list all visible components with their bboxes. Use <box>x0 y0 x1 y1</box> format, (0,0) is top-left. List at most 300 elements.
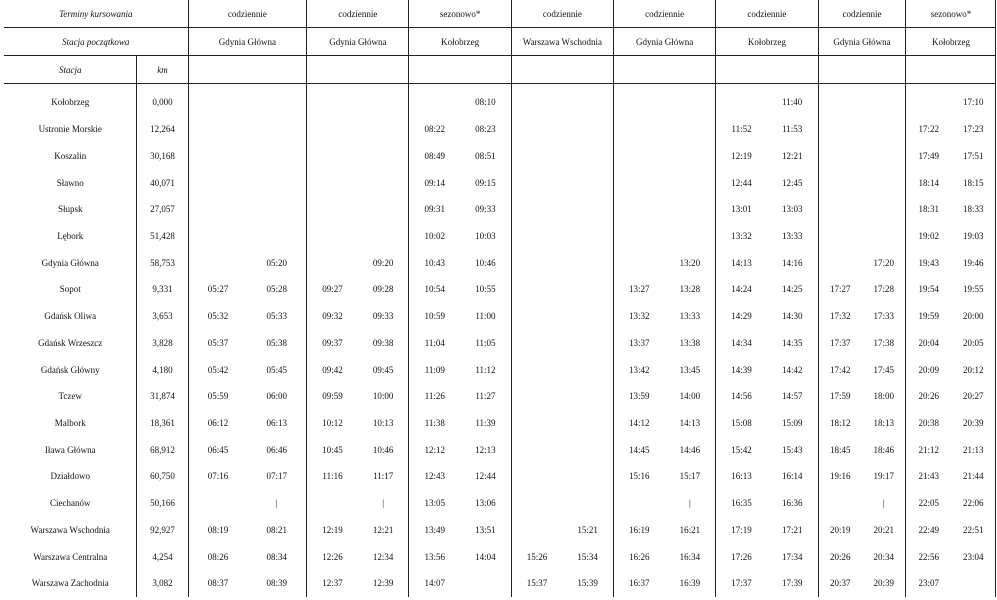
departure-time: 23:04 <box>951 543 996 570</box>
header-row-columns <box>4 56 996 84</box>
station-name: Warszawa Centralna <box>4 543 137 570</box>
arrival-time <box>613 249 664 276</box>
arrival-time: 13:56 <box>424 551 446 562</box>
table-row <box>4 436 996 463</box>
station-km: 18,361 <box>137 410 188 437</box>
arrival-time <box>511 142 562 169</box>
arrival-time: 09:27 <box>322 284 343 295</box>
departure-time: 17:23 <box>951 116 996 143</box>
departure-time: 19:55 <box>951 276 996 303</box>
arrival-time: 17:42 <box>829 364 851 375</box>
arrival-time <box>409 89 460 116</box>
departure-time <box>358 223 409 250</box>
departure-time: 08:10 <box>460 89 511 116</box>
arrival-time: 12:43 <box>424 471 446 482</box>
table-row <box>4 249 996 276</box>
departure-time <box>665 196 716 223</box>
departure-time <box>562 116 613 143</box>
table-row <box>4 116 996 143</box>
station-km: 3,828 <box>137 329 188 356</box>
arrival-time <box>188 490 247 517</box>
header-row-frequency <box>4 0 996 28</box>
departure-time: 09:33 <box>358 303 409 330</box>
arrival-time <box>818 223 862 250</box>
departure-time: 10:03 <box>460 223 511 250</box>
arrival-time: 20:26 <box>829 551 851 562</box>
train-origin: Kołobrzeg <box>906 28 996 56</box>
arrival-time: 05:27 <box>207 284 229 295</box>
departure-time: 20:39 <box>862 570 906 597</box>
train-frequency: codziennie <box>613 0 715 28</box>
arrival-time: 17:32 <box>829 311 851 322</box>
departure-time <box>460 570 511 597</box>
departure-time: 05:20 <box>247 249 306 276</box>
departure-time <box>562 276 613 303</box>
arrival-time: 12:12 <box>424 444 446 455</box>
train-frequency: codziennie <box>511 0 613 28</box>
departure-time <box>665 116 716 143</box>
column-blank <box>188 56 307 84</box>
departure-time: 09:15 <box>460 169 511 196</box>
arrival-time: 17:19 <box>731 524 752 535</box>
departure-time: 19:46 <box>951 249 996 276</box>
departure-time: 13:38 <box>665 329 716 356</box>
departure-time: 20:27 <box>951 383 996 410</box>
arrival-time: 20:26 <box>918 391 939 402</box>
column-blank <box>906 56 996 84</box>
departure-time: 16:34 <box>665 543 716 570</box>
arrival-time: 10:54 <box>424 284 446 295</box>
departure-time <box>358 116 409 143</box>
arrival-time <box>188 169 247 196</box>
arrival-time: 10:59 <box>424 311 446 322</box>
arrival-time: 14:12 <box>629 417 650 428</box>
station-name: Tczew <box>4 383 137 410</box>
departure-time <box>562 410 613 437</box>
departure-time <box>862 116 906 143</box>
train-frequency: codziennie <box>818 0 906 28</box>
departure-time <box>358 142 409 169</box>
station-km: 68,912 <box>137 436 188 463</box>
arrival-time <box>307 142 358 169</box>
arrival-time: 22:49 <box>918 524 939 535</box>
departure-time: 17:45 <box>862 356 906 383</box>
station-km: 4,254 <box>137 543 188 570</box>
arrival-time: 08:22 <box>424 124 446 135</box>
departure-time: 18:33 <box>951 196 996 223</box>
train-frequency: sezonowo* <box>409 0 511 28</box>
arrival-time: 14:07 <box>424 578 446 589</box>
departure-time: 08:34 <box>247 543 306 570</box>
arrival-time: 11:16 <box>322 471 343 482</box>
arrival-time: 09:59 <box>322 391 343 402</box>
station-name: Malbork <box>4 410 137 437</box>
departure-time: 12:34 <box>358 543 409 570</box>
departure-time: 14:25 <box>767 276 818 303</box>
arrival-time <box>511 276 562 303</box>
arrival-time: 09:37 <box>322 337 343 348</box>
departure-time: 20:21 <box>862 517 906 544</box>
station-name: Gdańsk Główny <box>4 356 137 383</box>
departure-time: 21:13 <box>951 436 996 463</box>
arrival-time <box>613 223 664 250</box>
departure-time: 09:28 <box>358 276 409 303</box>
departure-time: 12:44 <box>460 463 511 490</box>
arrival-time: 20:37 <box>829 578 851 589</box>
departure-time <box>247 196 306 223</box>
arrival-time: 20:04 <box>918 337 939 348</box>
table-row <box>4 303 996 330</box>
departure-time: 17:39 <box>767 570 818 597</box>
departure-time: 08:51 <box>460 142 511 169</box>
arrival-time: 09:14 <box>424 177 446 188</box>
arrival-time <box>613 196 664 223</box>
departure-time: 05:38 <box>247 329 306 356</box>
arrival-time: 09:32 <box>322 311 343 322</box>
departure-time <box>665 142 716 169</box>
arrival-time: 17:59 <box>829 391 851 402</box>
station-km: 40,071 <box>137 169 188 196</box>
arrival-time: 17:27 <box>829 284 851 295</box>
arrival-time: 16:13 <box>731 471 752 482</box>
arrival-time <box>818 249 862 276</box>
station-name: Sławno <box>4 169 137 196</box>
column-blank <box>613 56 715 84</box>
arrival-time: 19:43 <box>918 257 939 268</box>
arrival-time: 17:49 <box>918 150 939 161</box>
departure-time: 13:20 <box>665 249 716 276</box>
column-km: km <box>137 56 188 84</box>
departure-time: 19:17 <box>862 463 906 490</box>
train-origin: Gdynia Główna <box>613 28 715 56</box>
station-km: 9,331 <box>137 276 188 303</box>
arrival-time: 13:49 <box>424 524 446 535</box>
station-km: 92,927 <box>137 517 188 544</box>
station-km: 50,166 <box>137 490 188 517</box>
arrival-time: 19:54 <box>918 284 939 295</box>
arrival-time: 15:08 <box>731 417 752 428</box>
departure-time: 06:13 <box>247 410 306 437</box>
departure-time: | <box>665 490 716 517</box>
departure-time <box>665 89 716 116</box>
departure-time: 12:13 <box>460 436 511 463</box>
departure-time: 18:00 <box>862 383 906 410</box>
departure-time: 05:28 <box>247 276 306 303</box>
arrival-time <box>307 249 358 276</box>
departure-time <box>562 169 613 196</box>
departure-time: 17:21 <box>767 517 818 544</box>
departure-time <box>951 570 996 597</box>
departure-time: 13:33 <box>665 303 716 330</box>
arrival-time <box>511 169 562 196</box>
station-km: 51,428 <box>137 223 188 250</box>
station-name: Iława Główna <box>4 436 137 463</box>
station-km: 58,753 <box>137 249 188 276</box>
departure-time: 10:13 <box>358 410 409 437</box>
departure-time: 16:39 <box>665 570 716 597</box>
departure-time: 06:00 <box>247 383 306 410</box>
departure-time <box>562 490 613 517</box>
departure-time: 15:34 <box>562 543 613 570</box>
departure-time: 22:51 <box>951 517 996 544</box>
departure-time: 09:38 <box>358 329 409 356</box>
arrival-time: 13:05 <box>424 498 446 509</box>
departure-time <box>247 89 306 116</box>
arrival-time <box>818 116 862 143</box>
departure-time: 15:39 <box>562 570 613 597</box>
departure-time <box>862 89 906 116</box>
arrival-time: 08:26 <box>207 551 229 562</box>
station-km: 27,057 <box>137 196 188 223</box>
departure-time: 08:21 <box>247 517 306 544</box>
departure-time: 15:43 <box>767 436 818 463</box>
arrival-time <box>613 142 664 169</box>
arrival-time: 12:44 <box>731 177 752 188</box>
arrival-time: 13:01 <box>731 204 752 215</box>
departure-time: 14:57 <box>767 383 818 410</box>
arrival-time <box>818 89 862 116</box>
departure-time: 19:03 <box>951 223 996 250</box>
departure-time: 11:05 <box>460 329 511 356</box>
arrival-time <box>906 89 951 116</box>
departure-time: 13:03 <box>767 196 818 223</box>
column-blank <box>818 56 906 84</box>
station-name: Gdynia Główna <box>4 249 137 276</box>
arrival-time: 08:49 <box>424 150 446 161</box>
arrival-time <box>307 223 358 250</box>
arrival-time: 14:34 <box>731 337 752 348</box>
departure-time: 18:13 <box>862 410 906 437</box>
departure-time: 14:35 <box>767 329 818 356</box>
arrival-time: 12:19 <box>322 524 343 535</box>
column-blank <box>307 56 409 84</box>
table-row <box>4 490 996 517</box>
arrival-time: 11:26 <box>424 391 445 402</box>
departure-time: 06:46 <box>247 436 306 463</box>
arrival-time: 20:09 <box>918 364 939 375</box>
departure-time <box>562 329 613 356</box>
arrival-time: 11:04 <box>424 337 445 348</box>
arrival-time: 05:42 <box>207 364 229 375</box>
departure-time: 05:45 <box>247 356 306 383</box>
departure-time <box>562 89 613 116</box>
row-label-frequency: Terminy kursowania <box>4 0 188 28</box>
station-km: 12,264 <box>137 116 188 143</box>
departure-time: 17:28 <box>862 276 906 303</box>
arrival-time <box>188 249 247 276</box>
table-row <box>4 517 996 544</box>
arrival-time <box>613 89 664 116</box>
arrival-time: 13:37 <box>629 337 650 348</box>
arrival-time: 17:37 <box>731 578 752 589</box>
arrival-time: 05:59 <box>207 391 229 402</box>
arrival-time: 14:29 <box>731 311 752 322</box>
table-row <box>4 356 996 383</box>
arrival-time <box>307 196 358 223</box>
arrival-time: 19:16 <box>829 471 851 482</box>
arrival-time: 16:26 <box>629 551 650 562</box>
departure-time: 11:27 <box>460 383 511 410</box>
arrival-time <box>307 490 358 517</box>
arrival-time <box>511 410 562 437</box>
departure-time: 11:39 <box>460 410 511 437</box>
departure-time: 16:14 <box>767 463 818 490</box>
departure-time: 18:46 <box>862 436 906 463</box>
departure-time: 21:44 <box>951 463 996 490</box>
departure-time: 11:17 <box>358 463 409 490</box>
train-frequency: codziennie <box>188 0 307 28</box>
departure-time <box>247 142 306 169</box>
departure-time <box>247 169 306 196</box>
departure-time: 14:16 <box>767 249 818 276</box>
train-origin: Kołobrzeg <box>409 28 511 56</box>
station-name: Koszalin <box>4 142 137 169</box>
departure-time: 15:09 <box>767 410 818 437</box>
departure-time <box>247 116 306 143</box>
arrival-time: 19:59 <box>918 311 939 322</box>
arrival-time <box>613 116 664 143</box>
train-origin: Gdynia Główna <box>818 28 906 56</box>
table-row <box>4 89 996 116</box>
station-name: Kołobrzeg <box>4 89 137 116</box>
arrival-time <box>511 223 562 250</box>
departure-time: 11:00 <box>460 303 511 330</box>
arrival-time <box>716 89 767 116</box>
train-origin: Kołobrzeg <box>716 28 818 56</box>
departure-time: 13:45 <box>665 356 716 383</box>
departure-time: 15:17 <box>665 463 716 490</box>
arrival-time <box>307 169 358 196</box>
departure-time: 14:04 <box>460 543 511 570</box>
departure-time <box>562 196 613 223</box>
departure-time <box>562 223 613 250</box>
table-row <box>4 463 996 490</box>
arrival-time <box>818 196 862 223</box>
station-km: 4,180 <box>137 356 188 383</box>
departure-time: 20:00 <box>951 303 996 330</box>
departure-time <box>562 249 613 276</box>
table-row <box>4 329 996 356</box>
departure-time: 10:46 <box>358 436 409 463</box>
station-name: Słupsk <box>4 196 137 223</box>
arrival-time: 15:42 <box>731 444 752 455</box>
departure-time: 18:15 <box>951 169 996 196</box>
arrival-time <box>188 89 247 116</box>
arrival-time: 15:16 <box>629 471 650 482</box>
departure-time <box>665 169 716 196</box>
departure-time: 20:39 <box>951 410 996 437</box>
station-km: 31,874 <box>137 383 188 410</box>
departure-time: 11:53 <box>767 116 818 143</box>
departure-time <box>562 436 613 463</box>
arrival-time: 21:43 <box>918 471 939 482</box>
arrival-time: 05:37 <box>207 337 229 348</box>
station-name: Sopot <box>4 276 137 303</box>
departure-time <box>862 169 906 196</box>
arrival-time: 05:32 <box>207 311 229 322</box>
arrival-time <box>818 142 862 169</box>
departure-time: 13:06 <box>460 490 511 517</box>
station-name: Warszawa Zachodnia <box>4 570 137 597</box>
departure-time: 05:33 <box>247 303 306 330</box>
arrival-time <box>511 116 562 143</box>
station-km: 30,168 <box>137 142 188 169</box>
arrival-time: 20:19 <box>829 524 851 535</box>
table-row <box>4 410 996 437</box>
station-name: Ciechanów <box>4 490 137 517</box>
row-label-origin: Stacja początkowa <box>4 28 188 56</box>
station-km: 0,000 <box>137 89 188 116</box>
arrival-time <box>511 196 562 223</box>
arrival-time: 12:26 <box>322 551 343 562</box>
table-row <box>4 196 996 223</box>
departure-time: 09:20 <box>358 249 409 276</box>
table-row <box>4 169 996 196</box>
arrival-time: 13:32 <box>731 230 752 241</box>
departure-time: | <box>358 490 409 517</box>
arrival-time: 18:31 <box>918 204 939 215</box>
arrival-time: 16:37 <box>629 578 650 589</box>
arrival-time: 22:05 <box>918 498 939 509</box>
departure-time: 14:13 <box>665 410 716 437</box>
arrival-time: 15:37 <box>526 578 548 589</box>
departure-time: 13:33 <box>767 223 818 250</box>
departure-time: 13:51 <box>460 517 511 544</box>
departure-time: 20:34 <box>862 543 906 570</box>
arrival-time: 17:37 <box>829 337 851 348</box>
arrival-time: 10:43 <box>424 257 446 268</box>
departure-time: 15:21 <box>562 517 613 544</box>
arrival-time: 17:26 <box>731 551 752 562</box>
arrival-time: 11:38 <box>424 417 445 428</box>
departure-time: 17:34 <box>767 543 818 570</box>
train-frequency: codziennie <box>307 0 409 28</box>
table-row <box>4 570 996 597</box>
arrival-time <box>511 490 562 517</box>
arrival-time: 12:37 <box>322 578 343 589</box>
arrival-time: 07:16 <box>207 471 229 482</box>
arrival-time <box>511 89 562 116</box>
arrival-time: 14:56 <box>731 391 752 402</box>
arrival-time <box>511 303 562 330</box>
departure-time <box>862 142 906 169</box>
station-km: 3,082 <box>137 570 188 597</box>
departure-time: 20:12 <box>951 356 996 383</box>
departure-time: 10:55 <box>460 276 511 303</box>
arrival-time: 21:12 <box>918 444 939 455</box>
timetable <box>4 0 996 597</box>
station-name: Lębork <box>4 223 137 250</box>
departure-time: 17:51 <box>951 142 996 169</box>
departure-time: 22:06 <box>951 490 996 517</box>
departure-time: 12:45 <box>767 169 818 196</box>
arrival-time <box>613 169 664 196</box>
arrival-time <box>511 517 562 544</box>
arrival-time: 16:35 <box>731 498 752 509</box>
arrival-time: 11:52 <box>731 124 752 135</box>
arrival-time <box>613 490 664 517</box>
arrival-time: 14:39 <box>731 364 752 375</box>
departure-time: 12:21 <box>767 142 818 169</box>
arrival-time: 14:45 <box>629 444 650 455</box>
arrival-time <box>188 223 247 250</box>
station-name: Ustronie Morskie <box>4 116 137 143</box>
departure-time: 14:30 <box>767 303 818 330</box>
departure-time: 09:33 <box>460 196 511 223</box>
arrival-time <box>511 329 562 356</box>
departure-time <box>562 356 613 383</box>
arrival-time <box>511 463 562 490</box>
